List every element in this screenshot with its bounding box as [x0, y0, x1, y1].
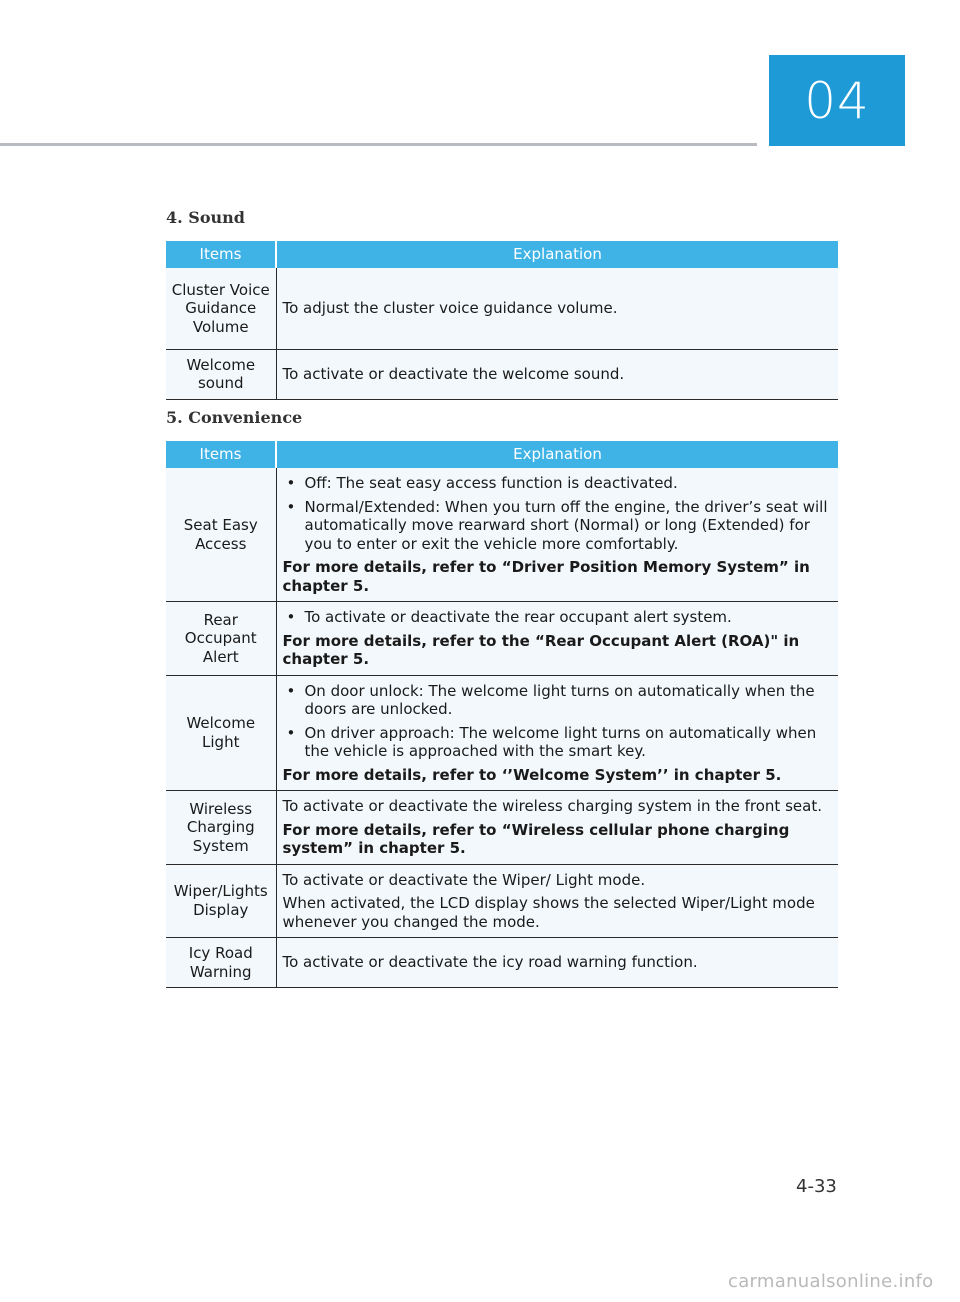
table-row	[166, 349, 838, 399]
bullet-icon: •	[286, 497, 296, 516]
bullet-item: • Normal/Extended: When you turn off the engine, the driver’s seat will automatically move rearward short (Normal) or long (Extended) for you to enter or exit the vehicle more comfortably.	[286, 497, 828, 553]
bullet-item: • To activate or deactivate the rear occupant alert system.	[286, 608, 732, 626]
table-header-row	[166, 241, 838, 268]
table-row	[166, 268, 838, 349]
reference-note: For more details, refer to “Wireless cellular phone charging system” in chapter 5.	[282, 820, 790, 857]
bullet-item: • On door unlock: The welcome light turns on automatically when the doors are unlocked.	[286, 681, 815, 718]
column-header-explanation: Explanation	[276, 441, 838, 468]
sound-table	[166, 241, 838, 400]
explanation-cell	[276, 864, 838, 938]
bullet-item: • On driver approach: The welcome light turns on automatically when the vehicle is approached with the smart key.	[286, 723, 817, 760]
item-cell: Rear Occupant Alert	[166, 602, 276, 676]
bullet-icon: •	[286, 474, 296, 492]
reference-note: For more details, refer to “Driver Position Memory System” in chapter 5.	[282, 558, 810, 595]
explanation-cell: To adjust the cluster voice guidance volume.	[276, 268, 838, 349]
item-cell: Welcome sound	[166, 349, 276, 399]
bullet-item: • Off: The seat easy access function is deactivated.	[286, 474, 678, 492]
item-cell: Cluster Voice Guidance Volume	[166, 268, 276, 349]
column-header-explanation: Explanation	[276, 241, 838, 268]
table-row	[166, 791, 838, 865]
explanation-cell: To activate or deactivate the icy road warning function.	[276, 938, 838, 988]
item-cell: Welcome Light	[166, 675, 276, 791]
bullet-icon: •	[286, 681, 296, 700]
chapter-tab: 04	[769, 55, 905, 146]
section-title-sound: 4. Sound	[166, 208, 245, 227]
item-cell: Wiper/Lights Display	[166, 864, 276, 938]
convenience-table	[166, 441, 838, 988]
table-row	[166, 468, 838, 602]
page-number: 4-33	[796, 1176, 837, 1197]
reference-note: For more details, refer to ‘’Welcome System’’ in chapter 5.	[282, 765, 782, 784]
column-header-items: Items	[166, 441, 276, 468]
explanation-cell: To activate or deactivate the welcome sound.	[276, 349, 838, 399]
header-rule	[0, 143, 757, 146]
column-header-items: Items	[166, 241, 276, 268]
explanation-cell	[276, 468, 838, 602]
watermark: carmanualsonline.info	[728, 1271, 934, 1292]
reference-note: For more details, refer to the “Rear Occupant Alert (ROA)" in chapter 5.	[282, 631, 800, 668]
item-cell: Wireless Charging System	[166, 791, 276, 865]
item-cell: Seat Easy Access	[166, 468, 276, 602]
table-row	[166, 602, 838, 676]
table-row	[166, 864, 838, 938]
table-row	[166, 938, 838, 988]
table-row	[166, 675, 838, 791]
explanation-text: When activated, the LCD display shows the selected Wiper/Light mode whenever you changed the mode.	[282, 894, 815, 931]
explanation-cell	[276, 675, 838, 791]
explanation-cell	[276, 791, 838, 865]
explanation-text: To activate or deactivate the wireless charging system in the front seat.	[282, 797, 822, 815]
explanation-cell	[276, 602, 838, 676]
section-title-convenience: 5. Convenience	[166, 408, 303, 427]
explanation-text: To activate or deactivate the Wiper/ Light mode.	[282, 870, 646, 889]
item-cell: Icy Road Warning	[166, 938, 276, 988]
bullet-icon: •	[286, 608, 296, 626]
bullet-icon: •	[286, 723, 296, 742]
table-header-row	[166, 441, 838, 468]
